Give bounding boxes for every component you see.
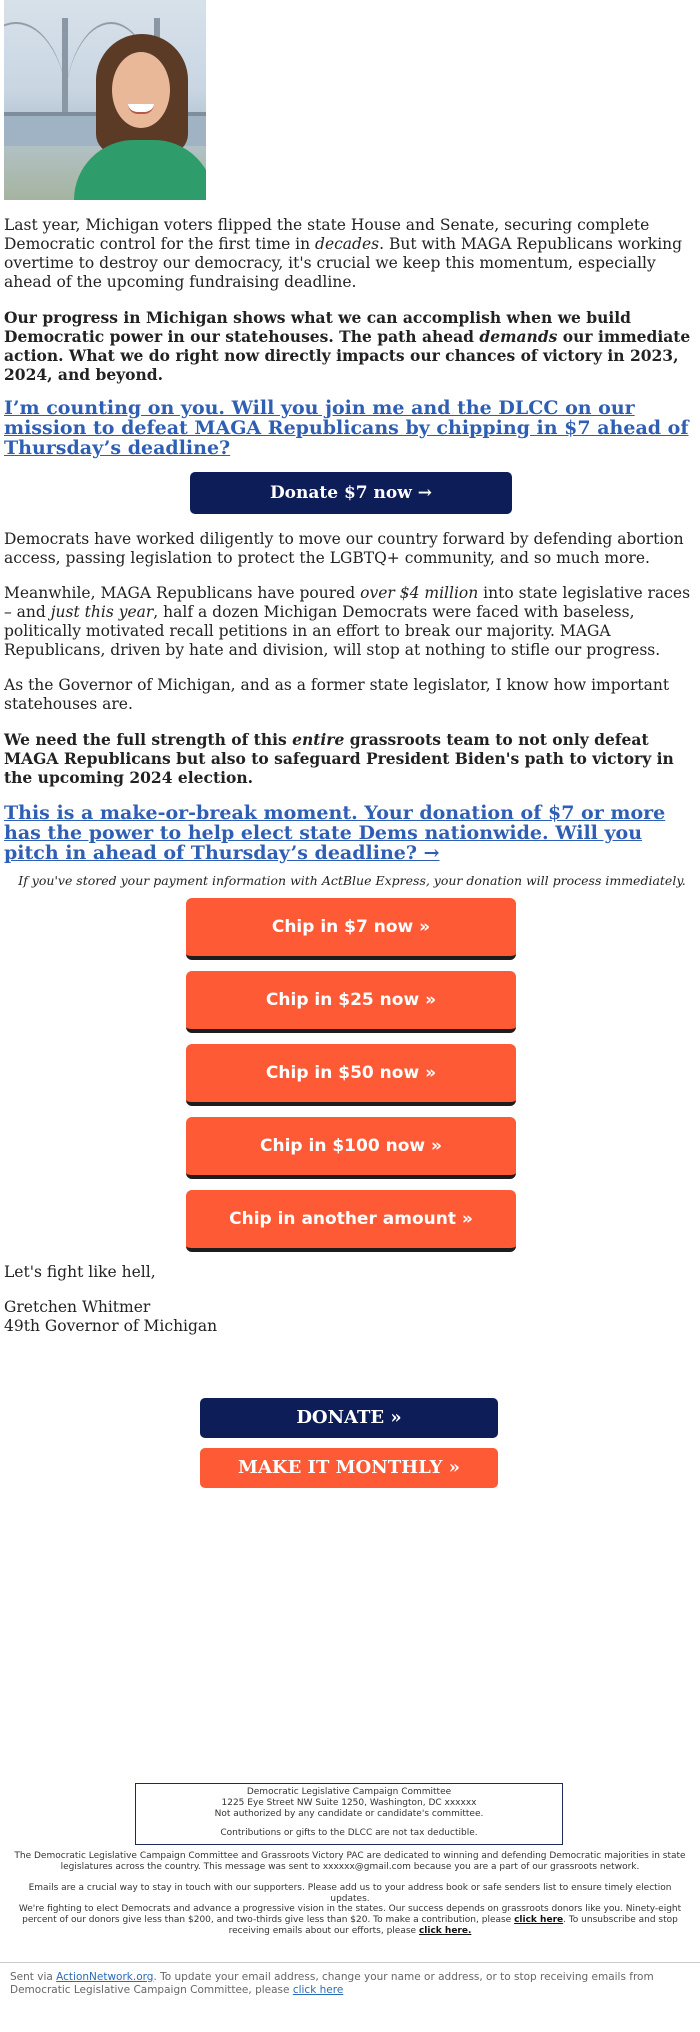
signer-title: 49th Governor of Michigan xyxy=(4,1317,218,1335)
donate-button[interactable]: DONATE » xyxy=(200,1398,498,1438)
body-paragraph-3: Democrats have worked diligently to move our country forward by defending abortion access, passing legislation to protect the LGBTQ+ community, and so much more. xyxy=(4,530,684,567)
ask-link-2[interactable]: This is a make-or-break moment. Your donation of $7 or more has the power to help elect state Dems nationwide. Will you pitch in ahead of Thursday’s deadline? → xyxy=(4,802,666,864)
hero-photo xyxy=(4,0,206,200)
chip-in-buttons xyxy=(4,898,700,1252)
face xyxy=(112,52,170,128)
footer-donors-note: We're fighting to elect Democrats and advance a progressive vision in the states. Our success depends on grassroots donors like you. Ninety-eight percent of our donors give less than $200, and two-thirds give less than $20. To make a contribution, please click here. To unsubscribe and stop receiving emails about our efforts, please click here. xyxy=(18,1904,682,1936)
body-paragraph-5: As the Governor of Michigan, and as a former state legislator, I know how important statehouses are. xyxy=(4,676,670,713)
intro-paragraph-2: Our progress in Michigan shows what we can accomplish when we build Democratic power in our statehouses. The path ahead demands our immediate action. What we do right now directly impacts our chances of victory in 2023, 2024, and beyond. xyxy=(4,308,691,384)
unsubscribe-link[interactable]: click here. xyxy=(418,1926,472,1936)
footer-tax-note: Contributions or gifts to the DLCC are not tax deductible. xyxy=(220,1828,478,1838)
footer-address: 1225 Eye Street NW Suite 1250, Washington, DC xxxxxx xyxy=(221,1798,477,1808)
footer-mission: The Democratic Legislative Campaign Committee and Grassroots Victory PAC are dedicated to winning and defending Democratic majorities in state legislatures across the country. This message was sent to xxxxxx@gmail.com because you are a part of our grassroots network. xyxy=(14,1851,686,1872)
footer-address-box xyxy=(135,1783,563,1845)
signer-name: Gretchen Whitmer xyxy=(4,1298,151,1316)
chip-in-other-button[interactable]: Chip in another amount » xyxy=(186,1190,516,1252)
chip-in-7-button[interactable]: Chip in $7 now » xyxy=(186,898,516,960)
contribute-link[interactable]: click here xyxy=(514,1915,564,1925)
ask-link-1[interactable]: I’m counting on you. Will you join me and the DLCC on our mission to defeat MAGA Republicans by chipping in $7 ahead of Thursday’s deadline? xyxy=(4,397,689,459)
footer-address-book-note: Emails are a crucial way to stay in touch with our supporters. Please add us to your address book or safe senders list to ensure timely election updates. xyxy=(28,1883,672,1904)
chip-in-100-button[interactable]: Chip in $100 now » xyxy=(186,1117,516,1179)
intro-paragraph-1: Last year, Michigan voters flipped the state House and Senate, securing complete Democratic control for the first time in decades. But with MAGA Republicans working overtime to destroy our democracy, it's crucial we keep this momentum, especially ahead of the upcoming fundraising deadline. xyxy=(4,216,683,291)
body-paragraph-6: We need the full strength of this entire grassroots team to not only defeat MAGA Republicans but also to safeguard President Biden's path to victory in the upcoming 2024 election. xyxy=(4,730,674,787)
make-it-monthly-button[interactable]: MAKE IT MONTHLY » xyxy=(200,1448,498,1488)
footer-authorization: Not authorized by any candidate or candidate's committee. xyxy=(214,1809,484,1819)
actionnetwork-link[interactable]: ActionNetwork.org xyxy=(56,1971,154,1983)
chip-in-50-button[interactable]: Chip in $50 now » xyxy=(186,1044,516,1106)
chip-in-25-button[interactable]: Chip in $25 now » xyxy=(186,971,516,1033)
footer-org: Democratic Legislative Campaign Committee xyxy=(246,1787,452,1797)
footer-divider xyxy=(0,1962,700,1963)
update-preferences-link[interactable]: click here xyxy=(292,1984,344,1996)
bridge-cable xyxy=(4,22,68,200)
closing: Let's fight like hell, xyxy=(4,1263,156,1281)
actblue-note: If you've stored your payment information with ActBlue Express, your donation will process immediately. xyxy=(18,873,686,888)
body-paragraph-4: Meanwhile, MAGA Republicans have poured over $4 million into state legislative races – and just this year, half a dozen Michigan Democrats were faced with baseless, politically motivated recall petitions in an effort to break our majority. MAGA Republicans, driven by hate and division, will stop at nothing to stifle our progress. xyxy=(4,584,691,659)
donate-7-button[interactable]: Donate $7 now → xyxy=(190,472,512,514)
sent-via-note: Sent via ActionNetwork.org. To update your email address, change your name or address, or to stop receiving emails from Democratic Legislative Campaign Committee, please click here xyxy=(10,1971,654,1996)
